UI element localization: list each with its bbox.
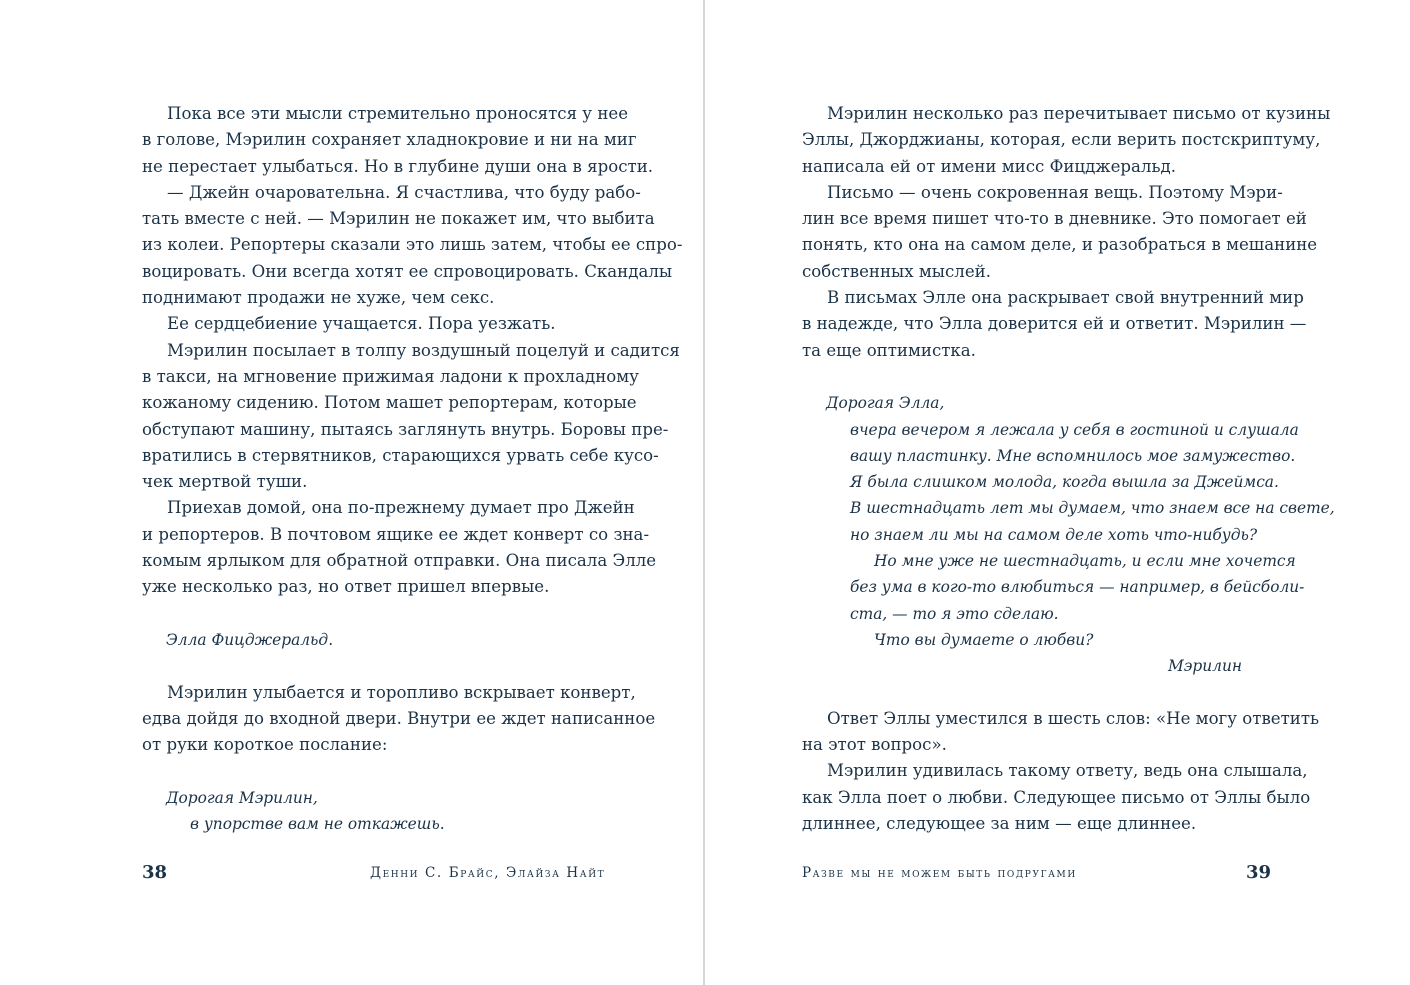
letter-body-line: ста, — то я это сделаю. [850,604,1059,623]
right-page-text [802,101,1335,837]
letter-body-line: без ума в кого-то влюбиться — например, в бейсболи- [850,578,1305,597]
text-line: кожаному сидению. Потом машет репортерам, которые [142,393,637,413]
text-line: в надежде, что Элла доверится ей и ответит. Мэрилин — [802,314,1307,334]
text-line: Ответ Эллы уместился в шесть слов: «Не могу ответить [827,708,1320,728]
text-line: уже несколько раз, но ответ пришел впервые. [142,577,550,597]
letter-body-line: Но мне уже не шестнадцать, и если мне хочется [874,552,1296,571]
letter-signature: Мэрилин [1168,657,1242,676]
text-line: лин все время пишет что-то в дневнике. Это помогает ей [802,209,1307,229]
letter-salutation: Дорогая Мэрилин, [166,788,318,807]
blank-line [802,680,1270,706]
page-number: 38 [142,862,168,883]
letter-body-line: вчера вечером я лежала у себя в гостиной и слушала [850,420,1299,439]
running-head: Разве мы не можем быть подругами [802,865,1077,881]
letter-body-line: вашу пластинку. Мне вспомнилось мое замужество. [850,446,1296,465]
letter-body-line: в упорстве вам не откажешь. [190,815,445,834]
text-line: на этот вопрос». [802,735,947,755]
letter-signature-line: Элла Фицджеральд. [166,630,334,649]
text-line: В письмах Элле она раскрывает свой внутренний мир [827,288,1304,308]
text-line: Мэрилин удивилась такому ответу, ведь она слышала, [827,761,1308,781]
running-head: Денни С. Брайс, Элайза Найт [370,865,606,881]
text-line: Ее сердцебиение учащается. Пора уезжать. [167,314,556,334]
text-line: понять, кто она на самом деле, и разобраться в мешанине [802,235,1318,255]
blank-line [142,653,608,679]
text-line: воцировать. Они всегда хотят ее спровоцировать. Скандалы [142,261,673,281]
text-line: как Элла поет о любви. Следующее письмо от Эллы было [802,787,1311,807]
letter-body-line: Я была слишком молода, когда вышла за Джеймса. [850,473,1279,492]
left-page-text [142,101,683,837]
letter-body-line: но знаем ли мы на самом деле хоть что-нибудь? [850,525,1258,544]
letter-body-line: Что вы думаете о любви? [874,630,1094,649]
text-line: Письмо — очень сокровенная вещь. Поэтому Мэри- [827,182,1283,202]
letter-salutation: Дорогая Элла, [826,394,945,413]
text-line: вратились в стервятников, старающихся урвать себе кусо- [142,445,659,465]
page-number: 39 [1246,862,1272,883]
text-line: написала ей от имени мисс Фицджеральд. [802,156,1176,176]
text-line: Мэрилин улыбается и торопливо вскрывает конверт, [167,682,636,702]
text-line: едва дойдя до входной двери. Внутри ее ждет написанное [142,708,656,728]
text-line: Эллы, Джорджианы, которая, если верить постскриптуму, [802,130,1321,150]
text-line: Мэрилин несколько раз перечитывает письмо от кузины [827,104,1331,123]
text-line: обступают машину, пытаясь заглянуть внутрь. Боровы пре- [142,419,669,439]
text-line: комым ярлыком для обратной отправки. Она писала Элле [142,551,657,571]
text-line: Пока все эти мысли стремительно проносятся у нее [167,104,629,123]
blank-line [142,758,608,784]
text-line: Мэрилин посылает в толпу воздушный поцелуй и садится [167,340,680,360]
text-line: чек мертвой туши. [142,472,308,492]
letter-body-line: В шестнадцать лет мы думаем, что знаем все на свете, [850,499,1335,518]
text-line: в голове, Мэрилин сохраняет хладнокровие и ни на миг [142,130,637,150]
text-line: из колеи. Репортеры сказали это лишь затем, чтобы ее спро- [142,235,683,255]
text-line: Приехав домой, она по-прежнему думает про Джейн [167,498,635,518]
text-line: тать вместе с ней. — Мэрилин не покажет им, что выбита [142,209,655,229]
text-line: поднимают продажи не хуже, чем секс. [142,288,495,308]
text-line: собственных мыслей. [802,261,991,281]
blank-line [802,364,1270,390]
text-line: в такси, на мгновение прижимая ладони к прохладному [142,366,639,386]
text-line: длиннее, следующее за ним — еще длиннее. [802,814,1197,834]
text-line: от руки короткое послание: [142,735,388,755]
gutter-divider [703,0,705,985]
text-line: не перестает улыбаться. Но в глубине души она в ярости. [142,156,654,176]
text-line: и репортеров. В почтовом ящике ее ждет конверт со зна- [142,524,650,544]
text-line: та еще оптимистка. [802,340,976,360]
text-line: — Джейн очаровательна. Я счастлива, что буду рабо- [167,182,641,202]
blank-line [142,601,608,627]
